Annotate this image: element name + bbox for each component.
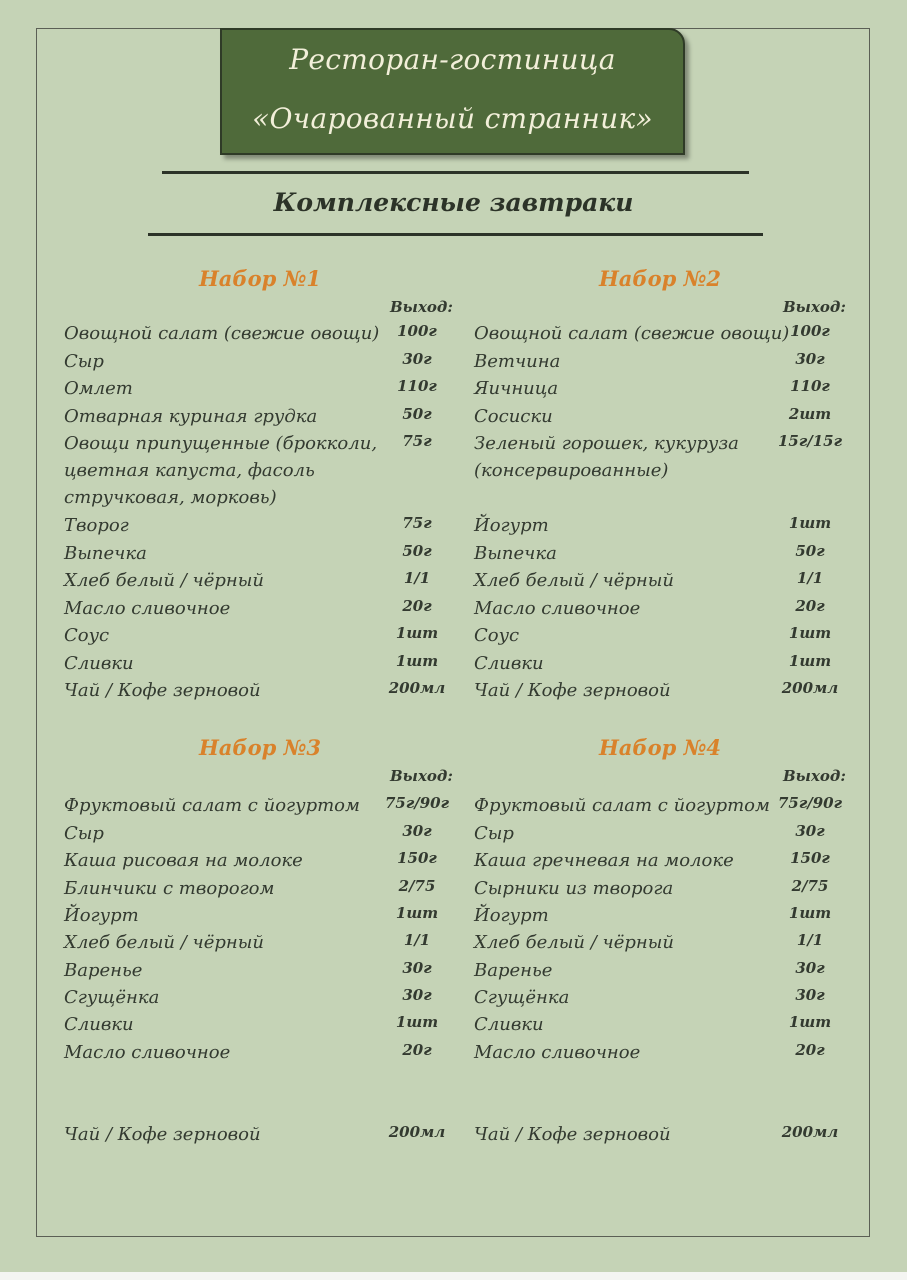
set-4-title: Набор №4	[598, 735, 722, 760]
set-3-item-qty: 30г	[402, 822, 432, 840]
set-4-item-name: Йогурт	[474, 905, 549, 926]
set-3-item-qty: 1/1	[403, 931, 431, 949]
set-1-title: Набор №1	[198, 266, 322, 291]
set-2-item-qty: 110г	[790, 377, 830, 395]
set-3-item-qty: 200мл	[388, 1123, 446, 1141]
set-4-item-qty: 150г	[790, 849, 830, 867]
set-1-item-name: Омлет	[64, 378, 133, 399]
set-2-item-name: Хлеб белый / чёрный	[474, 570, 674, 591]
set-3-item-qty: 2/75	[398, 877, 436, 895]
set-4-output-label: Выход:	[783, 767, 846, 785]
set-1-item-qty: 110г	[397, 377, 437, 395]
set-1-item-name: Творог	[64, 515, 129, 536]
set-2-item-qty: 1шт	[788, 652, 832, 670]
title-banner	[220, 28, 685, 155]
set-3-item-name: Фруктовый салат с йогуртом	[64, 795, 360, 816]
set-1-item-name: Масло сливочное	[64, 598, 231, 619]
set-2-item-qty: 2шт	[788, 405, 832, 423]
set-3-title: Набор №3	[198, 735, 322, 760]
set-3-item-name: Варенье	[64, 960, 143, 981]
set-4-item-qty: 30г	[795, 986, 825, 1004]
set-1-item-name: Овощной салат (свежие овощи)	[64, 323, 380, 344]
set-2-item-qty: 20г	[795, 597, 825, 615]
set-2-item-qty: 100г	[790, 322, 830, 340]
restaurant-name: «Очарованный странник»	[252, 102, 653, 135]
set-3-item-name: Хлеб белый / чёрный	[64, 932, 264, 953]
set-1-item-qty: 50г	[402, 542, 432, 560]
set-4-item-name: Хлеб белый / чёрный	[474, 932, 674, 953]
set-1-item-name: Сливки	[64, 653, 134, 674]
set-2-item-name: Соус	[474, 625, 520, 646]
set-4-item-qty: 30г	[795, 822, 825, 840]
set-3-item-qty: 150г	[397, 849, 437, 867]
set-4-item-qty: 2/75	[791, 877, 829, 895]
set-3-item-name: Масло сливочное	[64, 1042, 231, 1063]
set-2-item-name: Масло сливочное	[474, 598, 641, 619]
set-4-item-qty: 1шт	[788, 1013, 832, 1031]
set-1-item-qty: 75г	[402, 432, 432, 450]
divider-bottom	[148, 233, 763, 236]
set-1-item-name: Отварная куриная грудка	[64, 406, 318, 427]
set-1-item-qty: 1шт	[395, 652, 439, 670]
set-1-item-qty: 200мл	[388, 679, 446, 697]
set-4-item-qty: 75г/90г	[777, 794, 843, 812]
set-3-item-name: Йогурт	[64, 905, 139, 926]
section-title: Комплексные завтраки	[273, 188, 634, 217]
set-4-item-name: Чай / Кофе зерновой	[474, 1124, 671, 1145]
set-1-item-name: Хлеб белый / чёрный	[64, 570, 264, 591]
set-1-item-qty: 20г	[402, 597, 432, 615]
set-1-item-name: стручковая, морковь)	[64, 487, 277, 508]
set-2-item-qty: 1шт	[788, 514, 832, 532]
set-2-item-qty: 1шт	[788, 624, 832, 642]
set-3-output-label: Выход:	[390, 767, 453, 785]
set-3-item-qty: 75г/90г	[384, 794, 450, 812]
set-1-item-qty: 1/1	[403, 569, 431, 587]
set-1-item-qty: 75г	[402, 514, 432, 532]
set-2-item-qty: 15г/15г	[777, 432, 843, 450]
set-4-item-name: Сливки	[474, 1014, 544, 1035]
set-1-item-qty: 100г	[397, 322, 437, 340]
set-2-item-name: Ветчина	[474, 351, 561, 372]
set-3-item-qty: 1шт	[395, 1013, 439, 1031]
set-2-item-qty: 200мл	[781, 679, 839, 697]
set-1-item-name: Чай / Кофе зерновой	[64, 680, 261, 701]
set-4-item-name: Каша гречневая на молоке	[474, 850, 734, 871]
set-3-item-name: Сливки	[64, 1014, 134, 1035]
set-2-item-name: Йогурт	[474, 515, 549, 536]
set-4-item-qty: 1шт	[788, 904, 832, 922]
set-4-item-qty: 30г	[795, 959, 825, 977]
set-3-item-name: Блинчики с творогом	[64, 878, 275, 899]
set-4-item-name: Сгущёнка	[474, 987, 570, 1008]
set-3-item-qty: 30г	[402, 986, 432, 1004]
set-1-item-name: цветная капуста, фасоль	[64, 460, 315, 481]
set-2-item-name: Овощной салат (свежие овощи)	[474, 323, 790, 344]
set-3-item-name: Каша рисовая на молоке	[64, 850, 303, 871]
set-4-item-name: Масло сливочное	[474, 1042, 641, 1063]
set-3-item-name: Чай / Кофе зерновой	[64, 1124, 261, 1145]
set-1-item-name: Сыр	[64, 351, 104, 372]
set-3-item-name: Сыр	[64, 823, 104, 844]
set-3-item-qty: 1шт	[395, 904, 439, 922]
divider-top	[162, 171, 749, 174]
set-2-item-name: Яичница	[474, 378, 559, 399]
set-3-item-name: Сгущёнка	[64, 987, 160, 1008]
set-2-item-name: Сливки	[474, 653, 544, 674]
set-4-item-qty: 1/1	[796, 931, 824, 949]
set-1-item-qty: 50г	[402, 405, 432, 423]
set-1-output-label: Выход:	[390, 298, 453, 316]
set-1-item-name: Овощи припущенные (брокколи,	[64, 433, 378, 454]
set-3-item-qty: 30г	[402, 959, 432, 977]
set-4-item-name: Варенье	[474, 960, 553, 981]
set-2-item-qty: 30г	[795, 350, 825, 368]
set-2-item-qty: 50г	[795, 542, 825, 560]
set-1-item-name: Выпечка	[64, 543, 147, 564]
set-2-title: Набор №2	[598, 266, 722, 291]
set-1-item-name: Соус	[64, 625, 110, 646]
set-2-item-qty: 1/1	[796, 569, 824, 587]
set-2-item-name: Сосиски	[474, 406, 553, 427]
set-2-item-name: Чай / Кофе зерновой	[474, 680, 671, 701]
set-4-item-name: Фруктовый салат с йогуртом	[474, 795, 770, 816]
set-2-output-label: Выход:	[783, 298, 846, 316]
set-2-item-name: Выпечка	[474, 543, 557, 564]
set-4-item-name: Сырники из творога	[474, 878, 674, 899]
set-2-item-name: Зеленый горошек, кукуруза	[474, 433, 739, 454]
set-4-item-name: Сыр	[474, 823, 514, 844]
restaurant-type: Ресторан-гостиница	[289, 43, 616, 76]
set-4-item-qty: 200мл	[781, 1123, 839, 1141]
set-4-item-qty: 20г	[795, 1041, 825, 1059]
set-1-item-qty: 1шт	[395, 624, 439, 642]
set-2-item-name: (консервированные)	[474, 460, 669, 481]
set-1-item-qty: 30г	[402, 350, 432, 368]
set-3-item-qty: 20г	[402, 1041, 432, 1059]
